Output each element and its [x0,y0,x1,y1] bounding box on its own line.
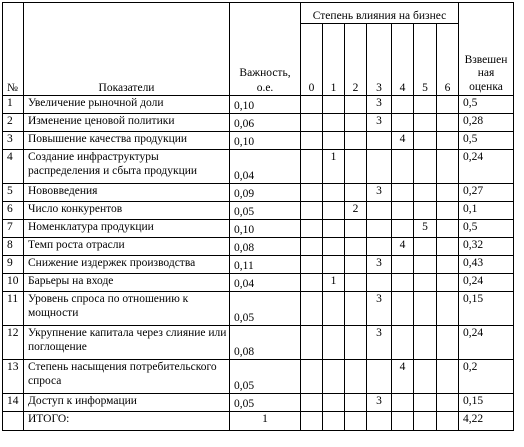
table-row [3,150,514,184]
weighted-score: 0,24 [459,150,514,184]
table-row [3,360,514,394]
degree-cell [323,202,345,220]
degree-cell [437,256,459,274]
indicator-name: Создание инфраструктуры распределения и сбыта продукции [24,150,230,184]
indicator-name: Нововведения [24,184,230,202]
table-row [3,256,514,274]
degree-cell [301,256,323,274]
degree-cell [414,132,437,150]
degree-cell [367,412,392,431]
degree-cell [301,150,323,184]
degree-cell [345,132,367,150]
table-row [3,114,514,132]
degree-cell [367,360,392,394]
degree-cell: 3 [367,96,392,114]
indicator-name: Степень насыщения потребительского спроса [24,360,230,394]
importance-value: 0,06 [230,114,301,132]
degree-cell [301,202,323,220]
degree-cell [367,132,392,150]
table-row [3,274,514,292]
importance-value: 0,08 [230,326,301,360]
importance-value: 0,05 [230,292,301,326]
degree-cell [392,256,414,274]
degree-cell [414,292,437,326]
table-container [2,2,514,431]
degree-cell [414,202,437,220]
importance-value: 0,04 [230,274,301,292]
table-row [3,184,514,202]
degree-header: 4 [392,24,414,96]
degree-cell [301,132,323,150]
importance-value: 0,05 [230,360,301,394]
degree-cell: 4 [392,132,414,150]
degree-cell [301,220,323,238]
total-weighted: 4,22 [459,412,514,431]
row-number: 7 [3,220,24,238]
weighted-score: 0,5 [459,132,514,150]
degree-cell [437,292,459,326]
degree-cell [345,360,367,394]
row-number: 8 [3,238,24,256]
row-number: 3 [3,132,24,150]
row-number: 14 [3,394,24,412]
indicator-name: Число конкурентов [24,202,230,220]
degree-cell [367,238,392,256]
degree-cell: 3 [367,184,392,202]
degree-cell [323,184,345,202]
degree-cell [345,220,367,238]
degree-cell [323,394,345,412]
degree-cell [414,274,437,292]
table-row [3,132,514,150]
importance-value: 0,10 [230,220,301,238]
degree-cell [437,394,459,412]
degree-cell [323,326,345,360]
degree-cell [345,326,367,360]
degree-cell [301,184,323,202]
indicator-name: Увеличение рыночной доли [24,96,230,114]
degree-cell [345,238,367,256]
degree-cell [392,220,414,238]
degree-cell [345,114,367,132]
degree-header: 1 [323,24,345,96]
degree-header: 0 [301,24,323,96]
row-number: 4 [3,150,24,184]
total-row [3,412,514,431]
degree-cell: 4 [392,360,414,394]
table-row [3,96,514,114]
header-row-top [3,3,514,24]
weighted-score: 0,15 [459,394,514,412]
importance-value: 0,10 [230,96,301,114]
degree-cell [301,238,323,256]
degree-cell [392,292,414,326]
degree-cell [437,238,459,256]
degree-cell [437,184,459,202]
table-row [3,292,514,326]
degree-cell [345,150,367,184]
degree-cell [437,132,459,150]
degree-cell [323,220,345,238]
weighted-score: 0,5 [459,96,514,114]
degree-cell [323,96,345,114]
row-number: 11 [3,292,24,326]
importance-value: 0,05 [230,202,301,220]
degree-cell [345,184,367,202]
degree-cell [323,360,345,394]
header-weighted: Взвешен ная оценка [459,3,514,96]
weighted-score: 0,1 [459,202,514,220]
indicator-name: Темп роста отрасли [24,238,230,256]
degree-cell [437,114,459,132]
degree-cell [437,326,459,360]
degree-cell: 3 [367,326,392,360]
table-row [3,238,514,256]
degree-cell [301,292,323,326]
degree-cell: 3 [367,394,392,412]
weighted-score: 0,32 [459,238,514,256]
indicator-name: Снижение издержек производства [24,256,230,274]
row-number: 1 [3,96,24,114]
importance-value: 0,09 [230,184,301,202]
row-number: 13 [3,360,24,394]
table-row [3,326,514,360]
degree-cell [437,274,459,292]
degree-cell: 3 [367,256,392,274]
degree-cell: 1 [323,274,345,292]
degree-cell [323,132,345,150]
row-number: 10 [3,274,24,292]
degree-cell [345,256,367,274]
degree-cell: 1 [323,150,345,184]
weighted-score: 0,5 [459,220,514,238]
degree-cell [367,202,392,220]
degree-cell [437,202,459,220]
degree-cell [323,256,345,274]
degree-header: 2 [345,24,367,96]
importance-value: 0,10 [230,132,301,150]
degree-cell [414,360,437,394]
table-row [3,394,514,412]
degree-cell [414,96,437,114]
degree-cell [301,412,323,431]
degree-cell [367,274,392,292]
degree-cell: 3 [367,292,392,326]
degree-cell [301,114,323,132]
degree-cell [392,394,414,412]
degree-cell [392,184,414,202]
indicator-name: Номенклатура продукции [24,220,230,238]
degree-cell [301,326,323,360]
degree-cell: 5 [414,220,437,238]
degree-cell [437,360,459,394]
degree-cell [414,326,437,360]
table-row [3,202,514,220]
degree-header: 6 [437,24,459,96]
degree-cell [301,96,323,114]
degree-cell [437,220,459,238]
row-number: 9 [3,256,24,274]
degree-cell: 4 [392,238,414,256]
degree-cell [345,274,367,292]
degree-cell [323,238,345,256]
indicator-name: Изменение ценовой политики [24,114,230,132]
weighted-score: 0,24 [459,326,514,360]
degree-cell [392,150,414,184]
degree-cell [414,114,437,132]
degree-cell [323,292,345,326]
header-num: № [3,3,24,96]
degree-cell [414,184,437,202]
degree-cell [345,96,367,114]
degree-header: 3 [367,24,392,96]
degree-cell [437,150,459,184]
header-indicators: Показатели [24,3,230,96]
weighted-score: 0,24 [459,274,514,292]
degree-cell [323,412,345,431]
degree-header: 5 [414,24,437,96]
indicator-name: Укрупнение капитала через слияние или поглощение [24,326,230,360]
row-number: 12 [3,326,24,360]
importance-value: 0,08 [230,238,301,256]
row-number: 2 [3,114,24,132]
row-number: 5 [3,184,24,202]
degree-cell [345,292,367,326]
degree-cell [392,202,414,220]
degree-cell [345,412,367,431]
degree-cell: 3 [367,114,392,132]
importance-value: 0,11 [230,256,301,274]
degree-cell [437,96,459,114]
degree-cell [392,274,414,292]
degree-cell [414,150,437,184]
degree-cell [392,114,414,132]
indicator-name: Уровень спроса по отношению к мощности [24,292,230,326]
importance-value: 0,04 [230,150,301,184]
importance-value: 0,05 [230,394,301,412]
degree-cell [301,394,323,412]
degree-cell [392,96,414,114]
business-influence-table [2,2,514,431]
degree-cell [323,114,345,132]
row-number: 6 [3,202,24,220]
degree-cell [301,274,323,292]
header-importance: Важность, о.е. [230,3,301,96]
weighted-score: 0,15 [459,292,514,326]
degree-cell: 2 [345,202,367,220]
indicator-name: Доступ к информации [24,394,230,412]
table-row [3,220,514,238]
degree-cell [414,256,437,274]
header-influence: Степень влияния на бизнес [301,3,459,24]
indicator-name: Повышение качества продукции [24,132,230,150]
degree-cell [367,220,392,238]
degree-cell [367,150,392,184]
indicator-name: Барьеры на входе [24,274,230,292]
degree-cell [392,412,414,431]
weighted-score: 0,2 [459,360,514,394]
total-label: ИТОГО: [24,412,230,431]
weighted-score: 0,27 [459,184,514,202]
degree-cell [345,394,367,412]
total-num-cell [3,412,24,431]
weighted-score: 0,28 [459,114,514,132]
degree-cell [392,326,414,360]
degree-cell [414,412,437,431]
weighted-score: 0,43 [459,256,514,274]
total-importance: 1 [230,412,301,431]
degree-cell [414,238,437,256]
degree-cell [301,360,323,394]
degree-cell [414,394,437,412]
degree-cell [437,412,459,431]
